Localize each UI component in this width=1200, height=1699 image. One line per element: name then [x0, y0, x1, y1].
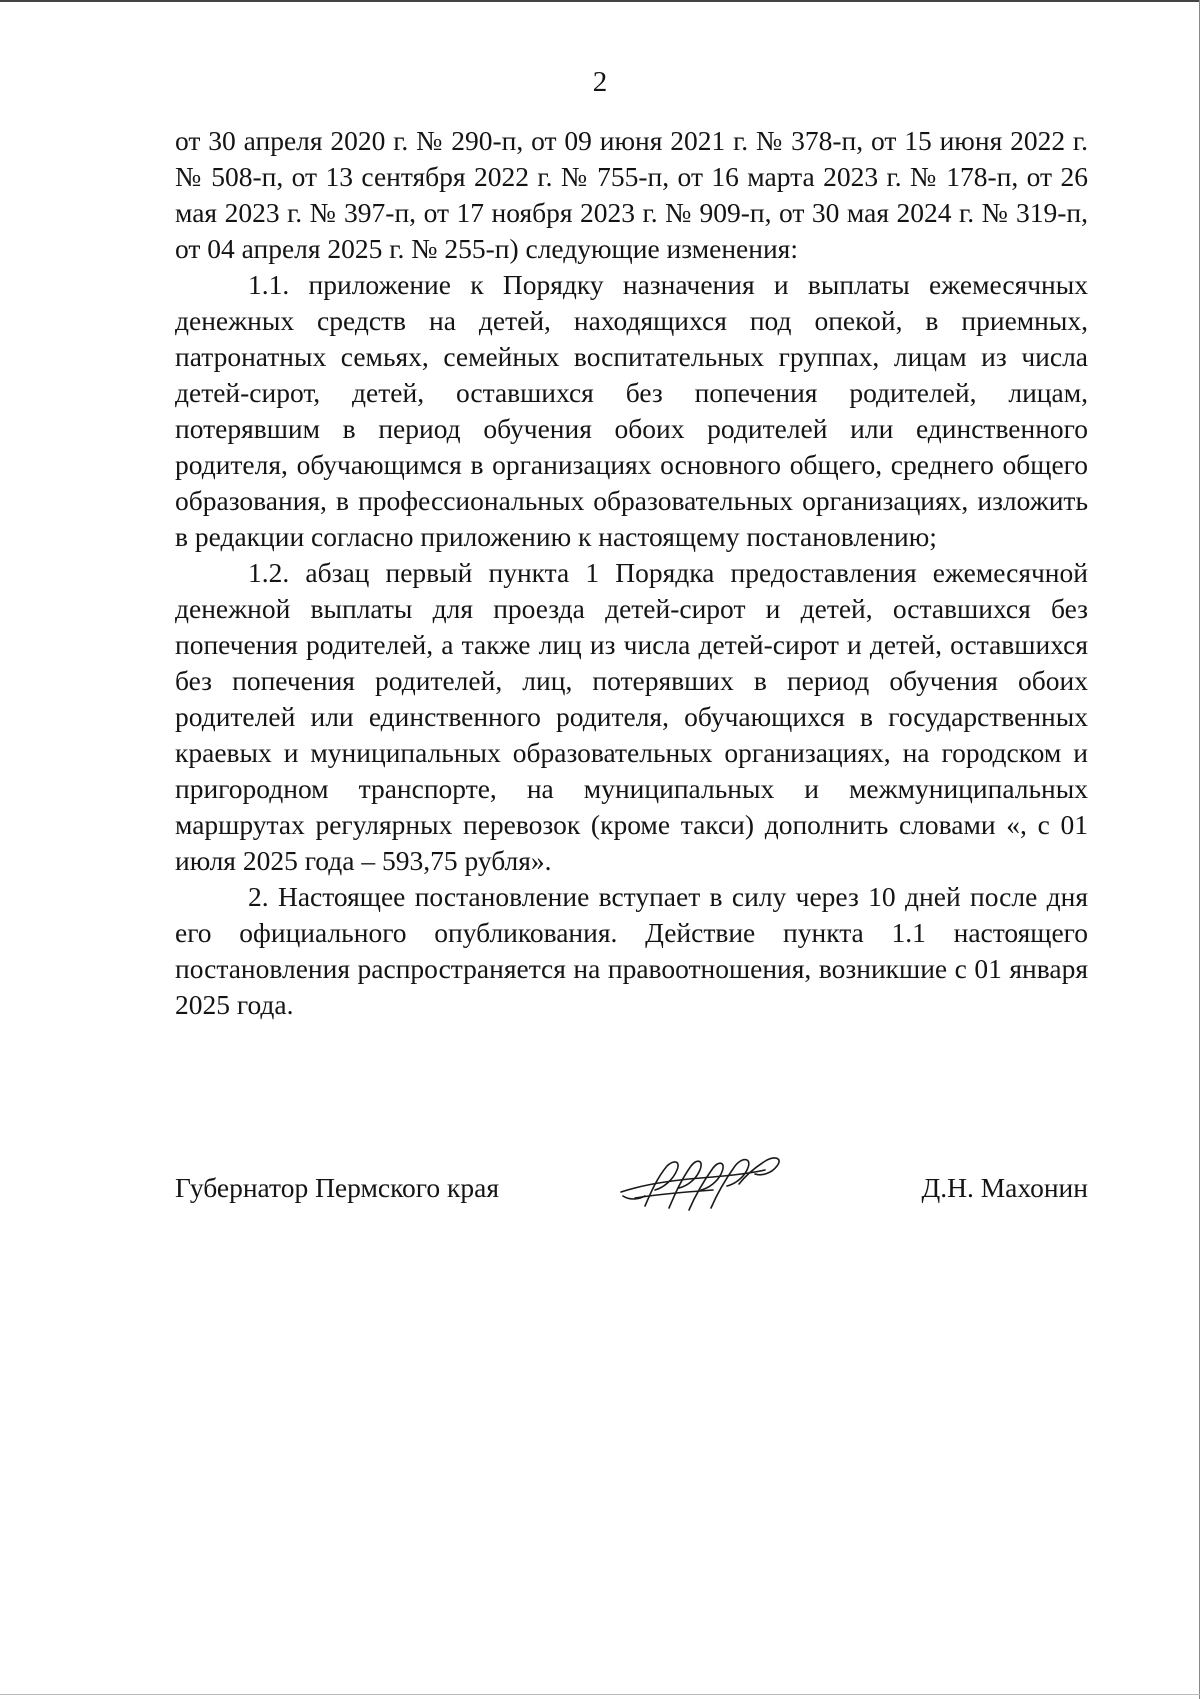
scan-bottom-edge — [0, 1694, 1200, 1695]
signatory-name: Д.Н. Махонин — [921, 1172, 1088, 1203]
signatory-title: Губернатор Пермского края — [175, 1172, 499, 1203]
scan-top-edge — [0, 0, 1200, 2]
paragraph-amendment-list: от 30 апреля 2020 г. № 290-п, от 09 июня 2021 г. № 378-п, от 15 июня 2022 г. № 508-п, от 13 сентября 2022 г. № 755-п, от 16 марта 2023 г. № 178-п, от 26 мая 2023 г. № 397-п, от 17 ноября 2023 г. № 909-п, от 30 мая 2024 г. № 319-п, от 04 апреля 2025 г. № 255-п) следующие изменения: — [175, 125, 1088, 264]
signature-block — [175, 1162, 1088, 1222]
page-number: 2 — [592, 66, 608, 98]
paragraph-1-1: 1.1. приложение к Порядку назначения и выплаты ежемесячных денежных средств на детей, находящихся под опекой, в приемных, патронатных семьях, семейных воспитательных группах, лицам из числа детей-сирот, детей, оставшихся без попечения родителей, лицам, потерявшим в период обучения обоих родителей или единственного родителя, обучающимся в организациях основного общего, среднего общего образования, в профессиональных образовательных организациях, изложить в редакции согласно приложению к настоящему постановлению; — [175, 269, 1088, 552]
paragraph-2: 2. Настоящее постановление вступает в силу через 10 дней после дня его официального опубликования. Действие пункта 1.1 настоящего постановления распространяется на правоотношения, возникшие с 01 января 2025 года. — [175, 881, 1088, 1020]
handwritten-signature — [615, 1144, 795, 1224]
paragraph-1-2: 1.2. абзац первый пункта 1 Порядка предоставления ежемесячной денежной выплаты для проезда детей-сирот и детей, оставшихся без попечения родителей, а также лиц из числа детей-сирот и детей, оставшихся без попечения родителей, лиц, потерявших в период обучения обоих родителей или единственного родителя, обучающихся в государственных краевых и муниципальных образовательных организациях, на городском и пригородном транспорте, на муниципальных и межмуниципальных маршрутах регулярных перевозок (кроме такси) дополнить словами «, с 01 июля 2025 года – 593,75 рубля». — [175, 557, 1088, 876]
document-body — [175, 123, 1088, 1023]
